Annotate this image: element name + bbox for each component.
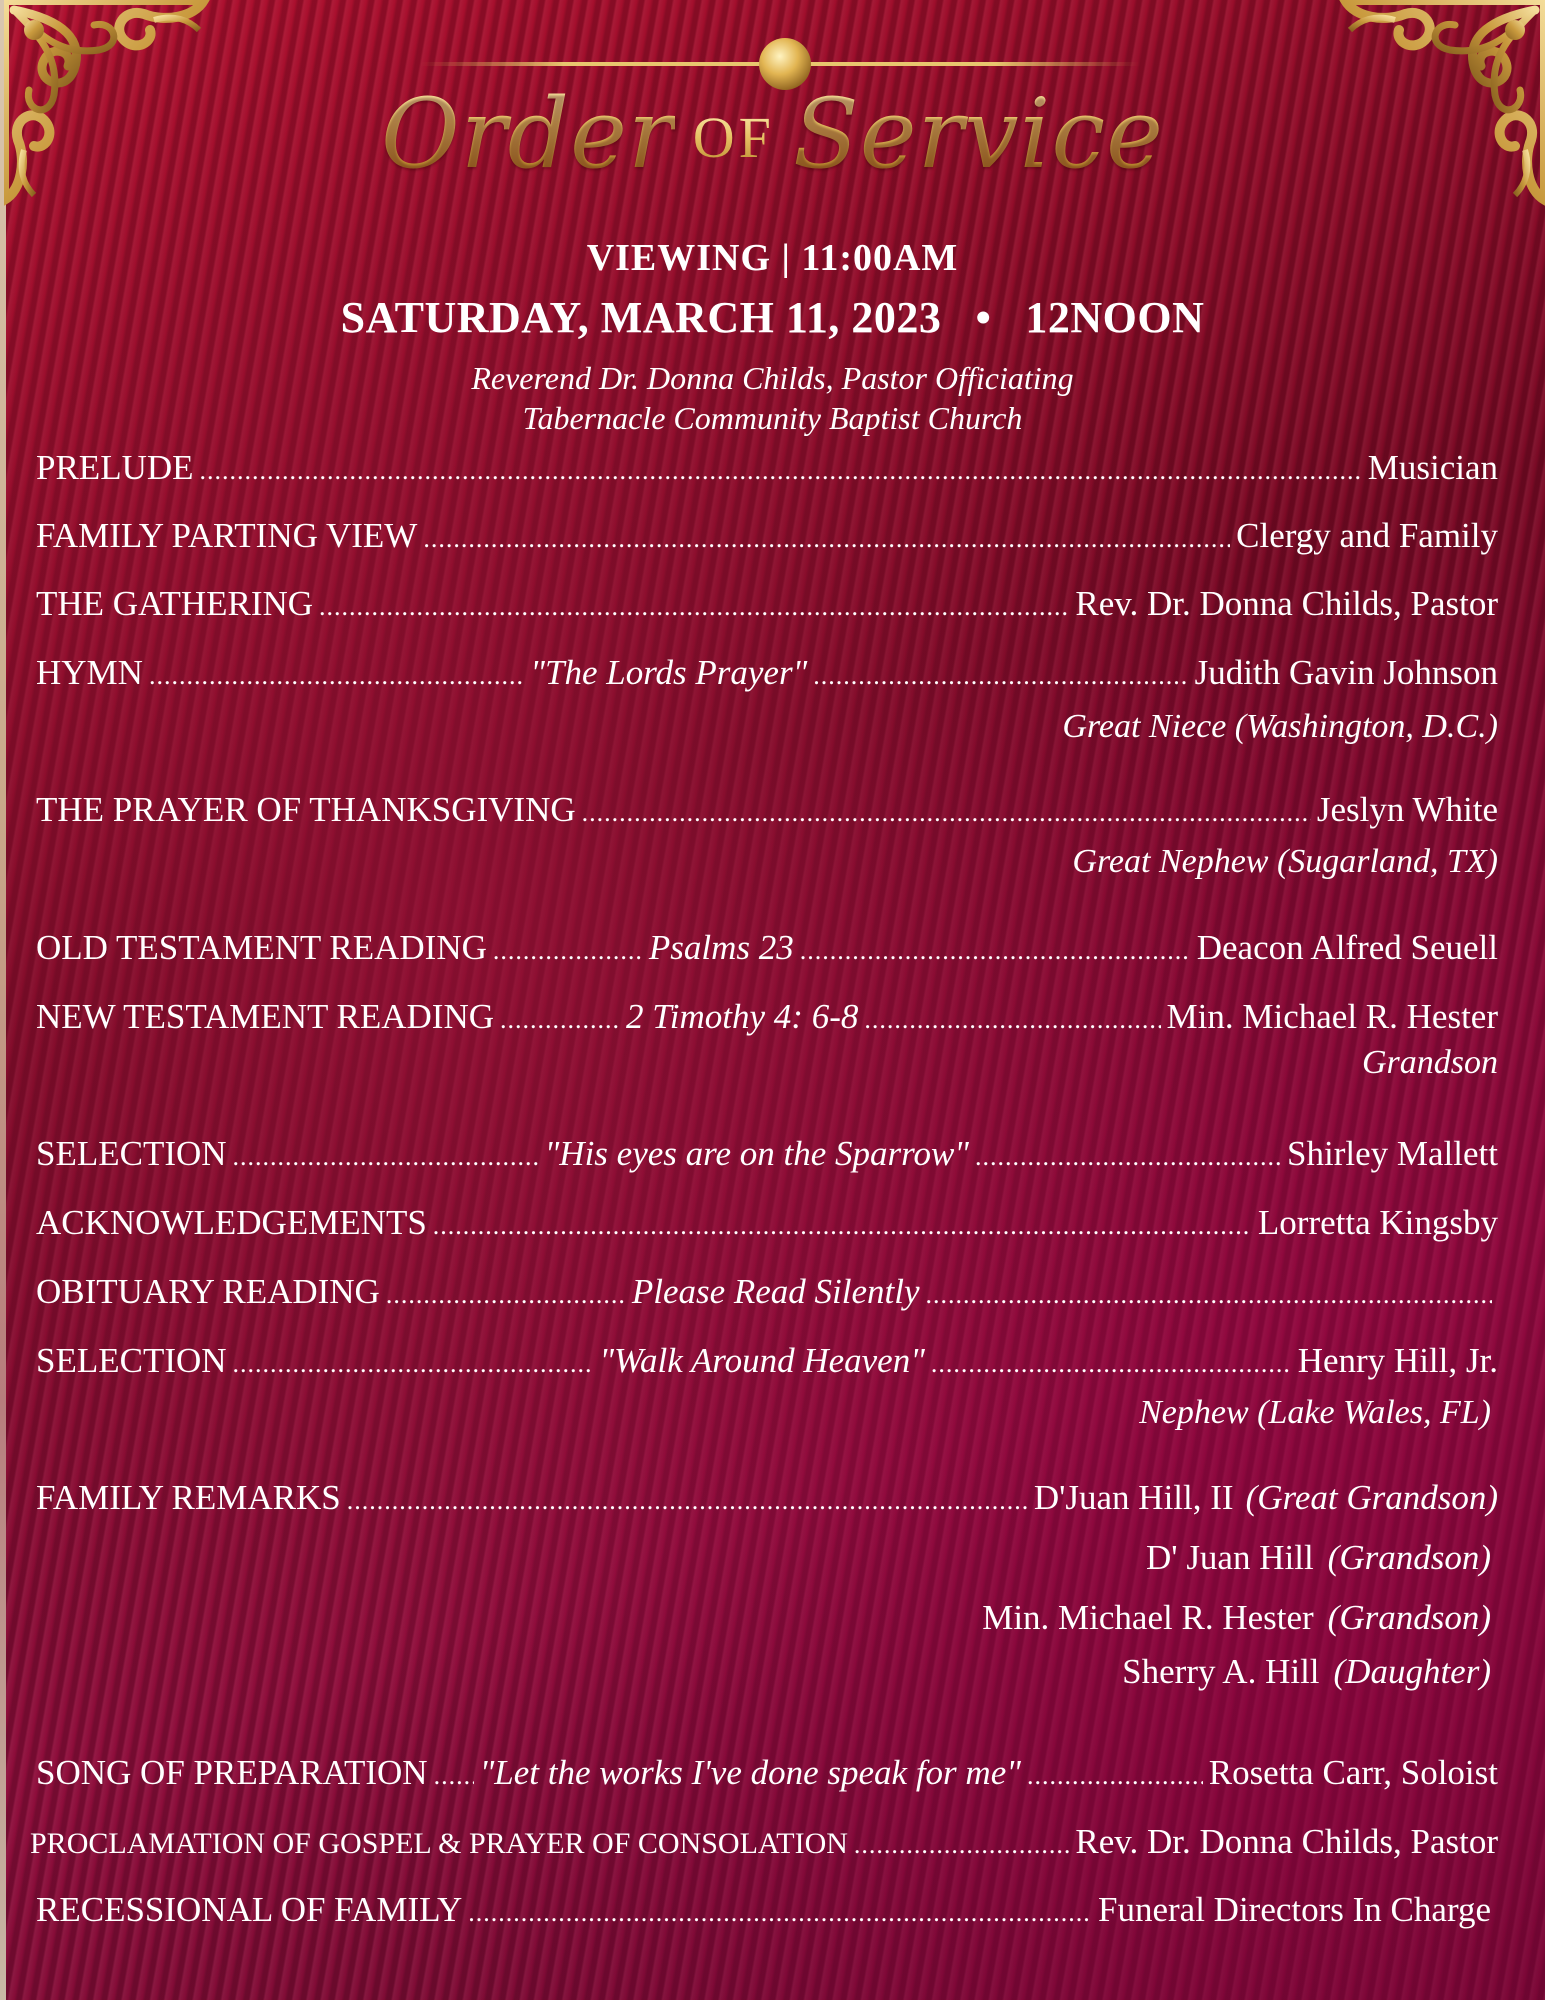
item-participant: Rosetta Carr, Soloist — [1208, 1753, 1498, 1792]
item-participant: Musician — [1367, 448, 1498, 487]
item-title: "His eyes are on the Sparrow" — [544, 1134, 969, 1173]
item-participant: Deacon Alfred Seuell — [1196, 928, 1498, 967]
program-item-family-remarks — [36, 1478, 1498, 1522]
item-participant: Rev. Dr. Donna Childs, Pastor — [1075, 1822, 1498, 1861]
program-item-prayer-of-thanksgiving — [36, 790, 1498, 834]
item-label: PROCLAMATION OF GOSPEL & PRAYER OF CONSOLATION — [30, 1827, 848, 1860]
item-title: 2 Timothy 4: 6-8 — [626, 997, 859, 1036]
program-item-hymn — [36, 653, 1498, 697]
item-label: FAMILY REMARKS — [36, 1478, 341, 1517]
dot-leader — [500, 1005, 620, 1035]
dot-leader — [386, 1280, 626, 1310]
remark-speaker — [36, 1538, 1491, 1578]
item-title: Psalms 23 — [648, 928, 794, 967]
item-title: "Let the works I've done speak for me" — [479, 1753, 1021, 1792]
dot-leader — [864, 1005, 1160, 1035]
remark-speaker — [36, 1598, 1491, 1638]
remark-speaker-relation: (Grandson) — [1327, 1598, 1491, 1637]
program-item-song-of-preparation — [36, 1753, 1498, 1797]
item-participant: Jeslyn White — [1316, 790, 1498, 829]
program-item-the-gathering — [36, 584, 1498, 628]
program-item-acknowledgements — [36, 1203, 1498, 1247]
dot-leader — [200, 456, 1362, 486]
item-label: THE GATHERING — [36, 584, 314, 623]
item-label: OBITUARY READING — [36, 1272, 380, 1311]
officiant-name: Reverend Dr. Donna Childs, Pastor Officiating — [471, 360, 1074, 396]
item-label: FAMILY PARTING VIEW — [36, 516, 418, 555]
item-label: HYMN — [36, 653, 143, 692]
item-title: "The Lords Prayer" — [530, 653, 808, 692]
remark-speaker — [36, 1652, 1491, 1692]
item-label: ACKNOWLEDGEMENTS — [36, 1203, 427, 1242]
program-item-obituary-reading — [36, 1272, 1498, 1316]
service-date: SATURDAY, MARCH 11, 2023 — [340, 293, 942, 342]
remark-speaker-name: Min. Michael R. Hester — [982, 1598, 1314, 1637]
item-relation: Nephew (Lake Wales, FL) — [1139, 1394, 1491, 1431]
title-service: Service — [792, 78, 1164, 190]
dot-leader — [433, 1211, 1252, 1241]
viewing-time: VIEWING | 11:00AM — [586, 237, 959, 279]
dot-leader — [233, 1142, 539, 1172]
bullet-separator: • — [975, 293, 992, 342]
remark-speaker-name: D' Juan Hill — [1145, 1538, 1314, 1577]
program-item-family-parting-view — [36, 516, 1498, 560]
page-title — [0, 78, 1545, 228]
item-participant: Rev. Dr. Donna Childs, Pastor — [1075, 584, 1498, 623]
item-label: OLD TESTAMENT READING — [36, 928, 487, 967]
program-item-selection-2 — [36, 1341, 1498, 1385]
item-relation: Grandson — [1361, 1044, 1498, 1081]
service-date-line — [0, 292, 1545, 343]
officiant-block — [0, 358, 1545, 438]
remark-speaker-relation: (Great Grandson) — [1245, 1478, 1498, 1517]
program-item-recessional — [36, 1890, 1491, 1934]
dot-leader — [319, 592, 1069, 622]
item-relation: Great Niece (Washington, D.C.) — [1062, 708, 1498, 745]
dot-leader — [582, 798, 1311, 828]
item-participant: Clergy and Family — [1236, 516, 1498, 555]
item-label: THE PRAYER OF THANKSGIVING — [36, 790, 576, 829]
dot-leader — [347, 1486, 1028, 1516]
remark-speaker-relation: (Grandson) — [1327, 1538, 1491, 1577]
item-title: Please Read Silently — [631, 1272, 920, 1311]
remark-speaker-name: D'Juan Hill, II — [1033, 1478, 1234, 1517]
dot-leader — [149, 661, 524, 691]
dot-leader — [1027, 1761, 1203, 1791]
program-item-new-testament-reading — [36, 997, 1498, 1041]
item-label: SELECTION — [36, 1341, 227, 1380]
item-label: RECESSIONAL OF FAMILY — [36, 1890, 463, 1929]
church-name: Tabernacle Community Baptist Church — [522, 400, 1023, 436]
item-participant: Min. Michael R. Hester — [1166, 997, 1498, 1036]
item-label: SONG OF PREPARATION — [36, 1753, 428, 1792]
service-time: 12NOON — [1025, 293, 1205, 342]
remark-speaker-relation: (Daughter) — [1333, 1652, 1491, 1691]
dot-leader — [434, 1761, 474, 1791]
item-participant: Henry Hill, Jr. — [1297, 1341, 1498, 1380]
remark-speaker-name: Sherry A. Hill — [1122, 1652, 1320, 1691]
dot-leader — [931, 1349, 1292, 1379]
item-label: SELECTION — [36, 1134, 227, 1173]
dot-leader — [423, 524, 1230, 554]
dot-leader — [854, 1830, 1070, 1860]
program-item-old-testament-reading — [36, 928, 1498, 972]
program-item-selection-1 — [36, 1134, 1498, 1178]
title-order: Order — [381, 78, 675, 190]
dot-leader — [800, 936, 1191, 966]
item-relation: Great Nephew (Sugarland, TX) — [1072, 843, 1498, 880]
item-title: "Walk Around Heaven" — [599, 1341, 925, 1380]
item-label: PRELUDE — [36, 448, 194, 487]
dot-leader — [233, 1349, 594, 1379]
item-participant: Judith Gavin Johnson — [1194, 653, 1498, 692]
item-participant: Lorretta Kingsby — [1257, 1203, 1498, 1242]
dot-leader — [926, 1280, 1492, 1310]
dot-leader — [813, 661, 1188, 691]
dot-leader — [975, 1142, 1281, 1172]
title-of: OF — [692, 105, 775, 170]
dot-leader — [493, 936, 643, 966]
program-item-prelude — [36, 448, 1498, 492]
item-participant: Shirley Mallett — [1287, 1134, 1498, 1173]
item-label: NEW TESTAMENT READING — [36, 997, 495, 1036]
item-participant: Funeral Directors In Charge — [1098, 1890, 1491, 1929]
dot-leader — [468, 1898, 1092, 1928]
program-item-proclamation — [30, 1822, 1498, 1866]
